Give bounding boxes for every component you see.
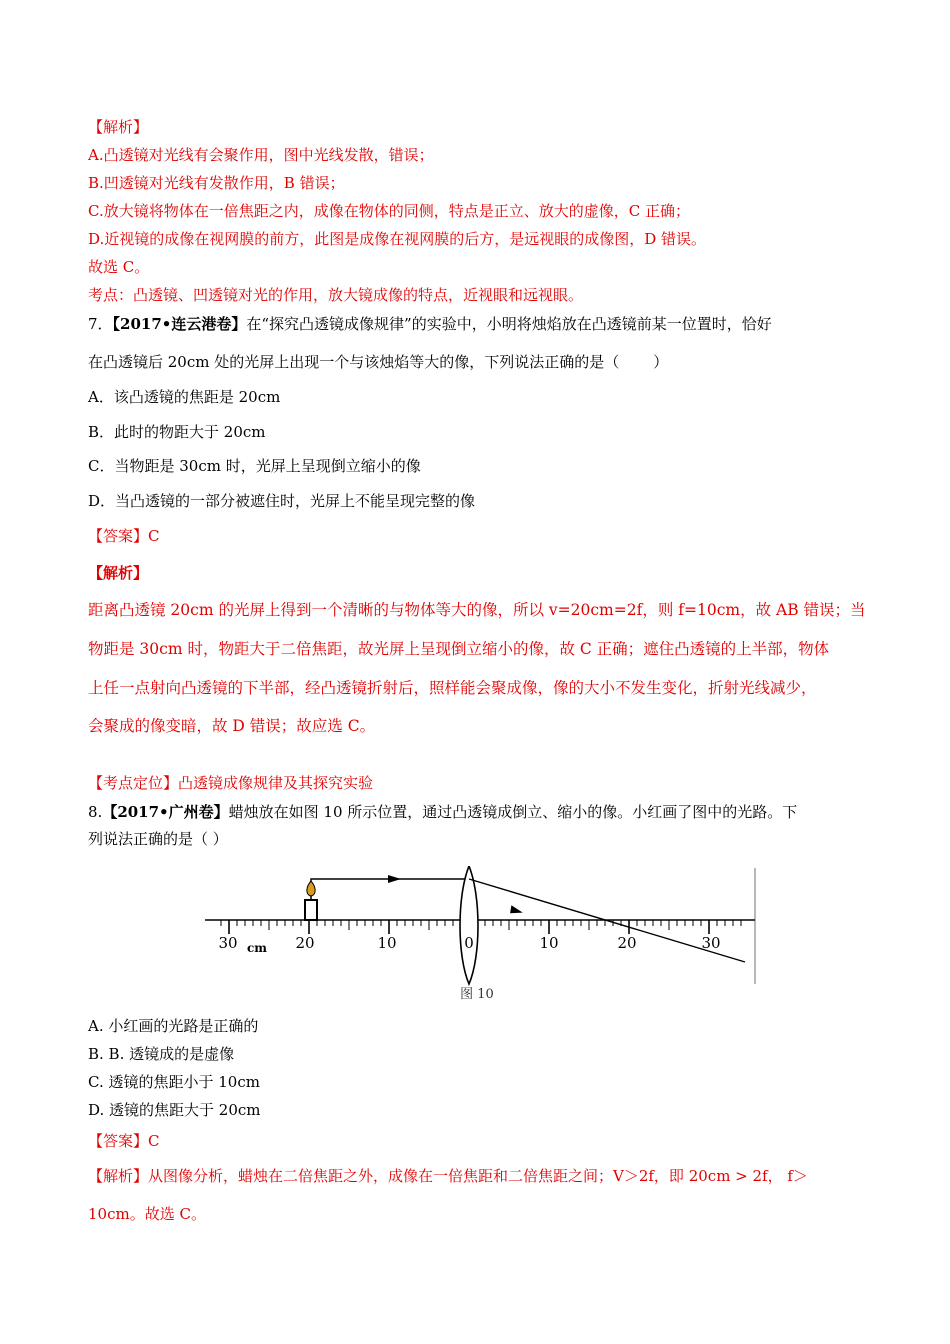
convex-lens bbox=[460, 866, 478, 984]
q7-analysis-line3: 上任一点射向凸透镜的下半部，经凸透镜折射后，照样能会聚成像，像的大小不发生变化，折射光线减少， bbox=[88, 679, 817, 697]
q7-stem1: 在“探究凸透镜成像规律”的实验中，小明将烛焰放在凸透镜前某一位置时，恰好 bbox=[246, 315, 772, 333]
analysis-line-a: A.凸透镜对光线有会聚作用，图中光线发散，错误； bbox=[88, 146, 434, 164]
tick-label-10-right: 10 bbox=[539, 934, 559, 952]
figure-caption: 图 10 bbox=[460, 987, 494, 1002]
q7-source: 【2017•连云港卷】 bbox=[112, 315, 247, 333]
analysis-point: 考点：凸透镜、凹透镜对光的作用，放大镜成像的特点，近视眼和远视眼。 bbox=[88, 286, 584, 304]
q8-option-a: A. 小红画的光路是正确的 bbox=[88, 1017, 259, 1035]
q7-analysis-line4: 会聚成的像变暗，故 D 错误；故应选 C。 bbox=[88, 717, 376, 735]
tick-label-20-left: 20 bbox=[295, 934, 315, 952]
q8-option-c: C. 透镜的焦距小于 10cm bbox=[88, 1073, 260, 1091]
q7-answer: 【答案】C bbox=[88, 527, 160, 545]
q7-option-c: C．当物距是 30cm 时，光屏上呈现倒立缩小的像 bbox=[88, 457, 421, 475]
q7-option-d: D．当凸透镜的一部分被遮住时，光屏上不能呈现完整的像 bbox=[88, 492, 476, 510]
analysis-line-d: D.近视镜的成像在视网膜的前方，此图是成像在视网膜的后方，是远视眼的成像图，D 错误。 bbox=[88, 230, 707, 248]
analysis-choice: 故选 C。 bbox=[88, 258, 150, 276]
q7-analysis-heading: 【解析】 bbox=[88, 564, 149, 582]
optics-figure bbox=[205, 866, 757, 1006]
ruler-ticks bbox=[221, 920, 741, 934]
q8-source: 【2017•广州卷】 bbox=[102, 803, 229, 821]
q7-number: 7． bbox=[88, 315, 113, 333]
ray-arrow-2 bbox=[509, 905, 524, 916]
q7-option-b: B．此时的物距大于 20cm bbox=[88, 423, 266, 441]
q7-analysis-line1: 距离凸透镜 20cm 的光屏上得到一个清晰的与物体等大的像，所以 v=20cm=2f，则 f=10cm，故 AB 错误；当 bbox=[88, 601, 866, 619]
q8-number: 8. bbox=[88, 803, 103, 821]
q8-stem-line2: 列说法正确的是（ ） bbox=[88, 830, 228, 848]
analysis-line-c: C.放大镜将物体在一倍焦距之内，成像在物体的同侧，特点是正立、放大的虚像，C 正确； bbox=[88, 202, 690, 220]
tick-label-30-left: 30 bbox=[218, 934, 238, 952]
q7-analysis-line2: 物距是 30cm 时，物距大于二倍焦距，故光屏上呈现倒立缩小的像，故 C 正确；遮住凸透镜的上半部，物体 bbox=[88, 640, 830, 658]
q7-option-a: A．该凸透镜的焦距是 20cm bbox=[88, 388, 281, 406]
q8-stem-line1 bbox=[88, 802, 797, 822]
q7-stem-line2 bbox=[88, 352, 668, 372]
q8-stem1: 蜡烛放在如图 10 所示位置，通过凸透镜成倒立、缩小的像。小红画了图中的光路。下 bbox=[228, 803, 798, 821]
q8-analysis-line1: 【解析】从图像分析，蜡烛在二倍焦距之外，成像在一倍焦距和二倍焦距之间；V＞2f，即 20cm > 2f， f＞ bbox=[88, 1167, 808, 1185]
ray-arrow-1 bbox=[388, 875, 401, 883]
q8-answer: 【答案】C bbox=[88, 1132, 160, 1150]
tick-label-0: 0 bbox=[464, 934, 474, 952]
q7-stem2a: 在凸透镜后 20cm 处的光屏上出现一个与该烛焰等大的像，下列说法正确的是（ bbox=[88, 353, 620, 371]
q7-stem-line1 bbox=[88, 314, 772, 334]
q8-option-d: D. 透镜的焦距大于 20cm bbox=[88, 1101, 261, 1119]
tick-label-10-left: 10 bbox=[377, 934, 397, 952]
q8-analysis-line2: 10cm。故选 C。 bbox=[88, 1205, 206, 1223]
tick-label-30-right: 30 bbox=[701, 934, 721, 952]
candle-icon bbox=[305, 881, 317, 920]
q7-point: 【考点定位】凸透镜成像规律及其探究实验 bbox=[88, 774, 374, 792]
analysis-heading: 【解析】 bbox=[88, 118, 149, 136]
tick-label-20-right: 20 bbox=[617, 934, 637, 952]
analysis-line-b: B.凹透镜对光线有发散作用，B 错误； bbox=[88, 174, 345, 192]
q8-option-b: B. B. 透镜成的是虚像 bbox=[88, 1045, 235, 1063]
unit-label: cm bbox=[246, 941, 268, 955]
q7-stem2b: ） bbox=[653, 353, 669, 371]
